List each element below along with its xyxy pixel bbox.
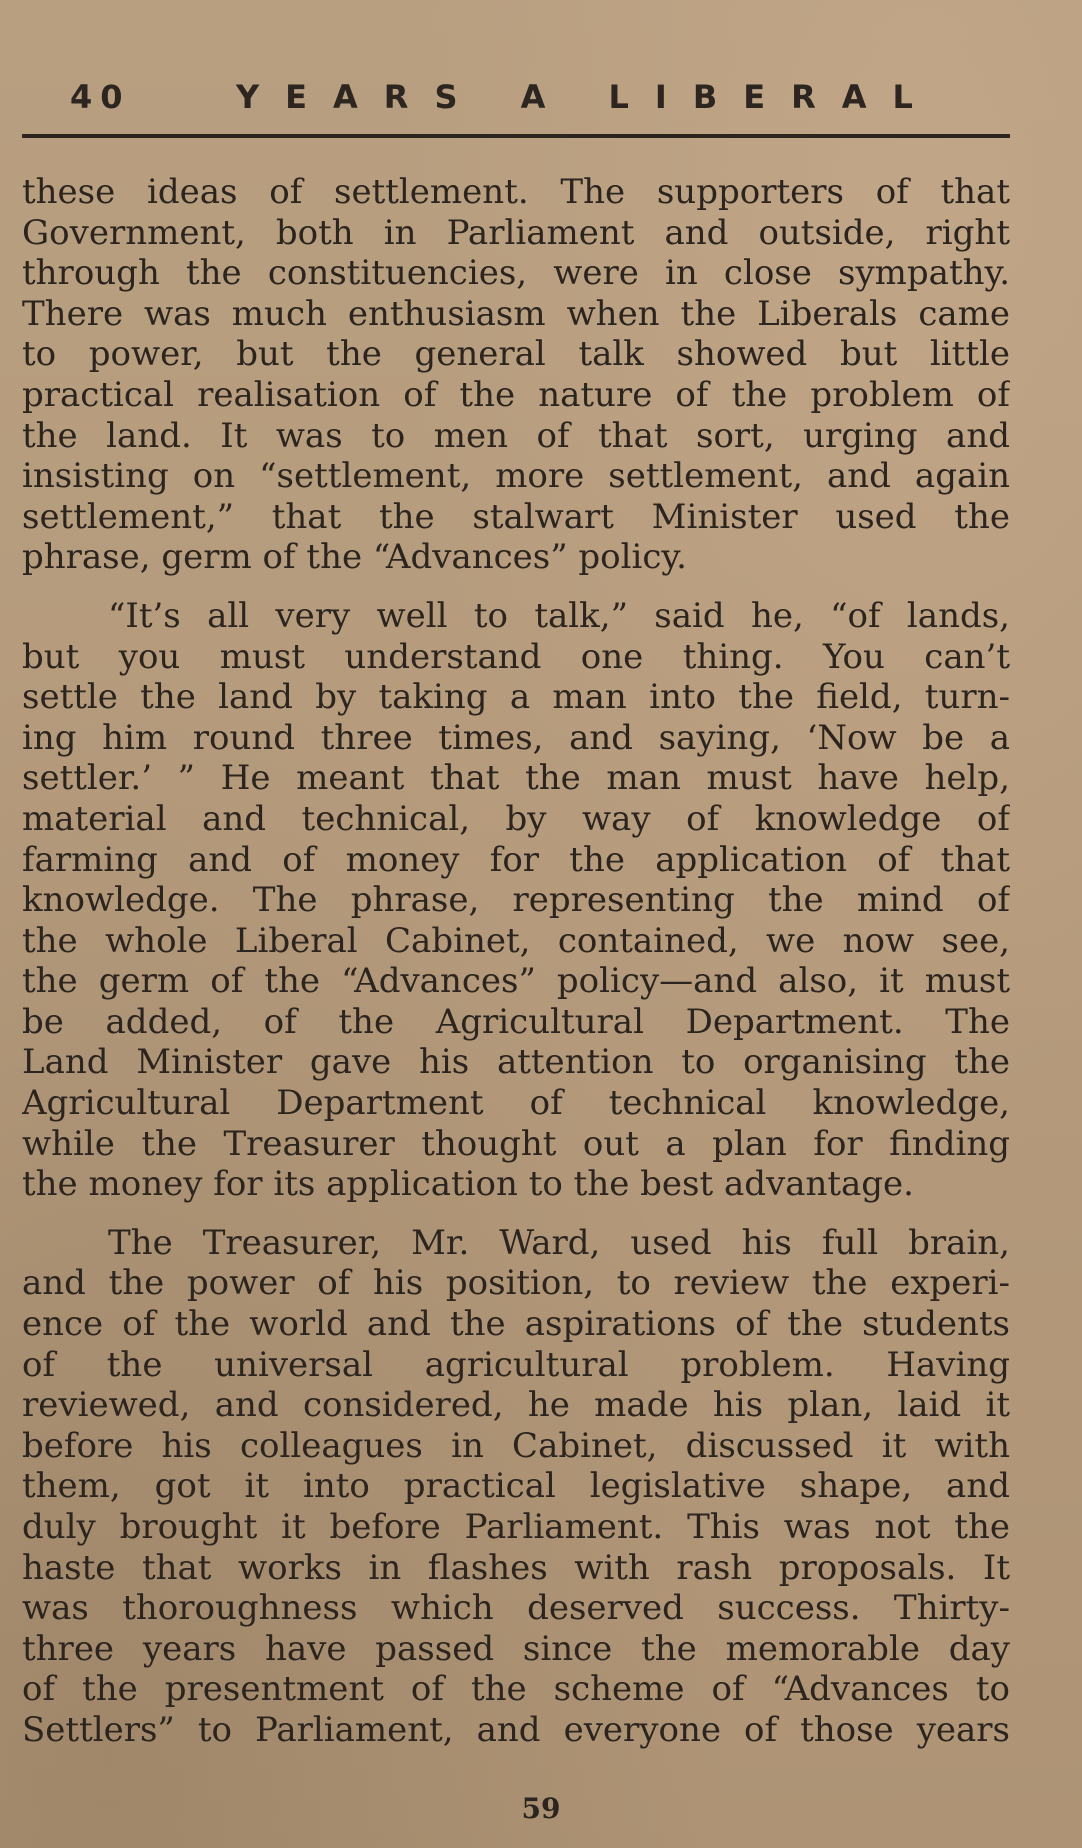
text-line: of the universal agricultural problem. Having (22, 1344, 1010, 1385)
text-line: ence of the world and the aspirations of the students (22, 1304, 1010, 1345)
text-line: Land Minister gave his attention to organising the (22, 1042, 1010, 1083)
text-line: was thoroughness which deserved success. Thirty- (22, 1588, 1010, 1629)
text-line: reviewed, and considered, he made his plan, laid it (22, 1385, 1010, 1426)
text-line: settle the land by taking a man into the field, turn- (22, 677, 1010, 718)
text-line: them, got it into practical legislative shape, and (22, 1466, 1010, 1507)
text-line: and the power of his position, to review the experi- (22, 1263, 1010, 1304)
text-line: practical realisation of the nature of the problem of (22, 374, 1010, 415)
text-line: before his colleagues in Cabinet, discussed it with (22, 1425, 1010, 1466)
text-line: Agricultural Department of technical knowledge, (22, 1083, 1010, 1124)
text-line: Settlers” to Parliament, and everyone of those years (22, 1709, 1010, 1750)
text-line: through the constituencies, were in close sympathy. (22, 253, 1010, 294)
text-line: Government, both in Parliament and outside, right (22, 212, 1010, 253)
text-line: the land. It was to men of that sort, urging and (22, 415, 1010, 456)
text-line: settler.’ ” He meant that the man must have help, (22, 758, 1010, 799)
header-book-title: YEARS A LIBERAL (236, 78, 939, 116)
text-line: farming and of money for the application of that (22, 839, 1010, 880)
text-line: The Treasurer, Mr. Ward, used his full brain, (108, 1222, 1010, 1263)
text-line: settlement,” that the stalwart Minister used the (22, 496, 1010, 537)
text-line: insisting on “settlement, more settlement, and again (22, 456, 1010, 497)
header-rule (22, 134, 1010, 138)
text-line: the money for its application to the best advantage. (22, 1164, 914, 1205)
body-text (22, 172, 1010, 1751)
text-line: material and technical, by way of knowledge of (22, 798, 1010, 839)
text-line: to power, but the general talk showed but little (22, 334, 1010, 375)
running-head (0, 78, 1082, 128)
text-line: three years have passed since the memorable day (22, 1628, 1010, 1669)
text-line: There was much enthusiasm when the Liberals came (22, 293, 1010, 334)
text-line: but you must understand one thing. You can’t (22, 636, 1010, 677)
text-line: phrase, germ of the “Advances” policy. (22, 537, 687, 578)
header-page-number: 40 (70, 78, 131, 116)
text-line: “It’s all very well to talk,” said he, “of lands, (108, 595, 1010, 636)
text-line: haste that works in flashes with rash proposals. It (22, 1547, 1010, 1588)
text-line: the germ of the “Advances” policy—and also, it must (22, 961, 1010, 1002)
text-line: knowledge. The phrase, representing the mind of (22, 880, 1010, 921)
text-line: the whole Liberal Cabinet, contained, we now see, (22, 920, 1010, 961)
text-line: while the Treasurer thought out a plan for finding (22, 1123, 1010, 1164)
text-line: duly brought it before Parliament. This was not the (22, 1507, 1010, 1547)
page-folio: 59 (521, 1792, 561, 1825)
text-line: ing him round three times, and saying, ‘Now be a (22, 717, 1010, 758)
text-line: of the presentment of the scheme of “Advances to (22, 1669, 1010, 1710)
text-line: these ideas of settlement. The supporters of that (22, 172, 1010, 212)
text-line: be added, of the Agricultural Department. The (22, 1001, 1010, 1042)
